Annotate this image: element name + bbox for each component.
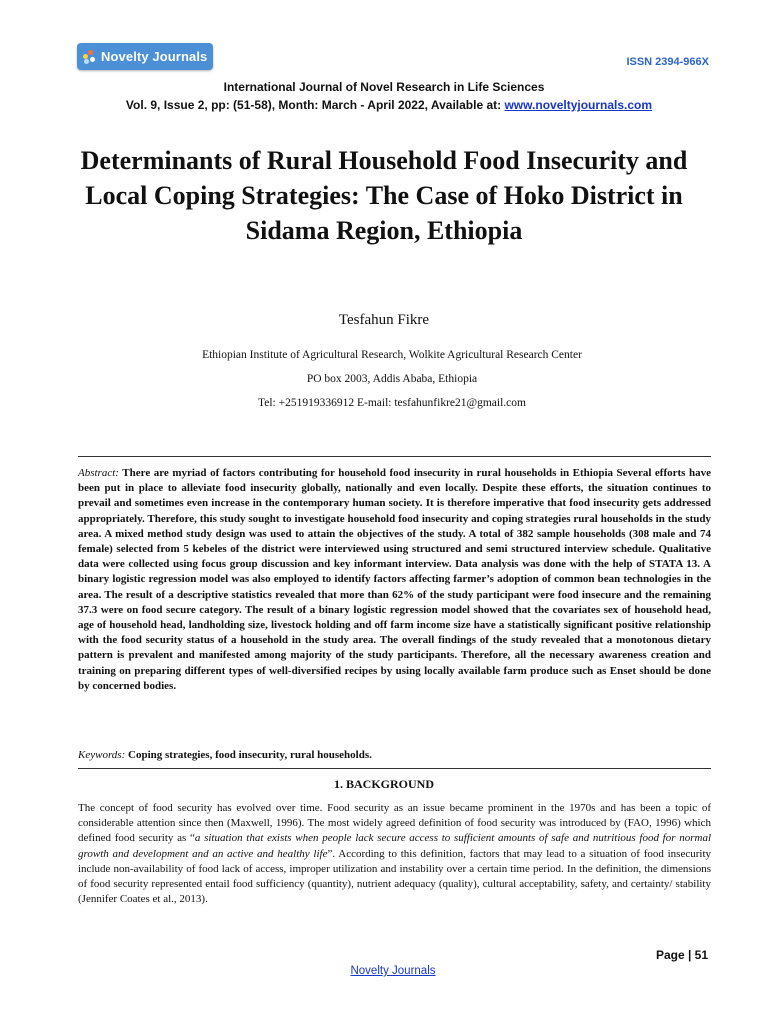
abstract — [78, 466, 711, 694]
affiliation-line-1: Ethiopian Institute of Agricultural Research, Wolkite Agricultural Research Center — [202, 349, 582, 361]
section-heading: 1. BACKGROUND — [333, 777, 434, 791]
paragraph-part-1: The concept of food security has evolved over time. Food security as an issue became prominent in the 1970s and has been a topic of considerable attention since then (Maxwell, 1996). The most widely agreed definition of food security was introduced by (FAO, 1996) which defined food security as “ — [78, 802, 711, 845]
paragraph-part-2: ”. According to this definition, factors that may lead to a situation of food insecurity include non-availability of food lack of access, improper utilization and instability over a certain time period. In the definition, the dimensions of food security represented entail food sufficiency (quantity), nutrient adequacy (quality), cultural acceptability, safety, and certainty/ stability (Jennifer Coates et al., 2013). — [78, 847, 711, 906]
affiliation-line-2: PO box 2003, Addis Ababa, Ethiopia — [306, 373, 478, 385]
definition-quote: a situation that exists when people lack secure access to sufficient amounts of safe and nutritious food for normal growth and development and an active and healthy life — [78, 832, 712, 860]
page-number: Page | 51 — [655, 948, 708, 962]
keywords-label: Keywords: — [78, 749, 126, 761]
keywords — [78, 749, 711, 761]
article-title: Determinants of Rural Household Food Insecurity and Local Coping Strategies: The Case of Hoko District in Sidama Region, Ethiopia — [80, 146, 688, 245]
keywords-text: Coping strategies, food insecurity, rural households. — [128, 749, 372, 761]
volume-info — [0, 98, 768, 112]
bottom-divider — [78, 768, 711, 769]
background-paragraph — [78, 801, 711, 907]
novelty-journals-logo[interactable] — [77, 43, 213, 70]
footer-publisher-link[interactable]: Novelty Journals — [350, 965, 436, 977]
abstract-text: There are myriad of factors contributing for household food insecurity in rural households in Ethiopia Several efforts have been put in place to alleviate food insecurity globally, nationally and even locally. Despite these efforts, the situation continues to prevail and sometimes even increase in the contemporary human society. It is therefore imperative that food insecurity gets addressed appropriately. Therefore, this study sought to investigate household food insecurity and coping strategies rural households in the study area. A mixed method study design was used to attain the objectives of the study. A total of 382 sample households (308 male and 74 female) selected from 5 kebeles of the district were interviewed using structured and semi structured interview schedule. Qualitative data were collected using focus group discussion and key informant interview. Data analysis was done with the help of STATA 13. A binary logistic regression model was also employed to identify factors affecting farmer’s adoption of common bean technologies in the area. The result of a descriptive statistics revealed that more than 62% of the study participant were food insecure and the remaining 37.3 were on food secure category. The result of a binary logistic regression model showed that the covariates sex of household head, age of household head, landholding size, livestock holding and off farm income size have a statistically significant positive relationship with the food security status of a household in the study area. The overall findings of the study revealed that a monotonous dietary pattern is prevalent and manifested among majority of the study participants. Therefore, all the necessary awareness creation and training on preparing different types of well-diversified recipes by using locally available farm produce such as Enset should be done by concerned bodies. — [78, 467, 711, 692]
logo-text: Novelty Journals — [101, 49, 208, 64]
volume-text: Vol. 9, Issue 2, pp: (51-58), Month: March - April 2022, Available at: — [125, 98, 505, 112]
journal-name: International Journal of Novel Research in Life Sciences — [223, 80, 545, 94]
affiliation-line-3: Tel: +251919336912 E-mail: tesfahunfikre21@gmail.com — [258, 397, 526, 409]
top-divider — [78, 456, 711, 457]
website-link[interactable]: www.noveltyjournals.com — [504, 98, 653, 112]
author-name: Tesfahun Fikre — [338, 312, 430, 328]
abstract-label: Abstract: — [78, 467, 119, 479]
issn-label: ISSN 2394-966X — [626, 56, 709, 68]
molecule-icon — [83, 50, 97, 64]
